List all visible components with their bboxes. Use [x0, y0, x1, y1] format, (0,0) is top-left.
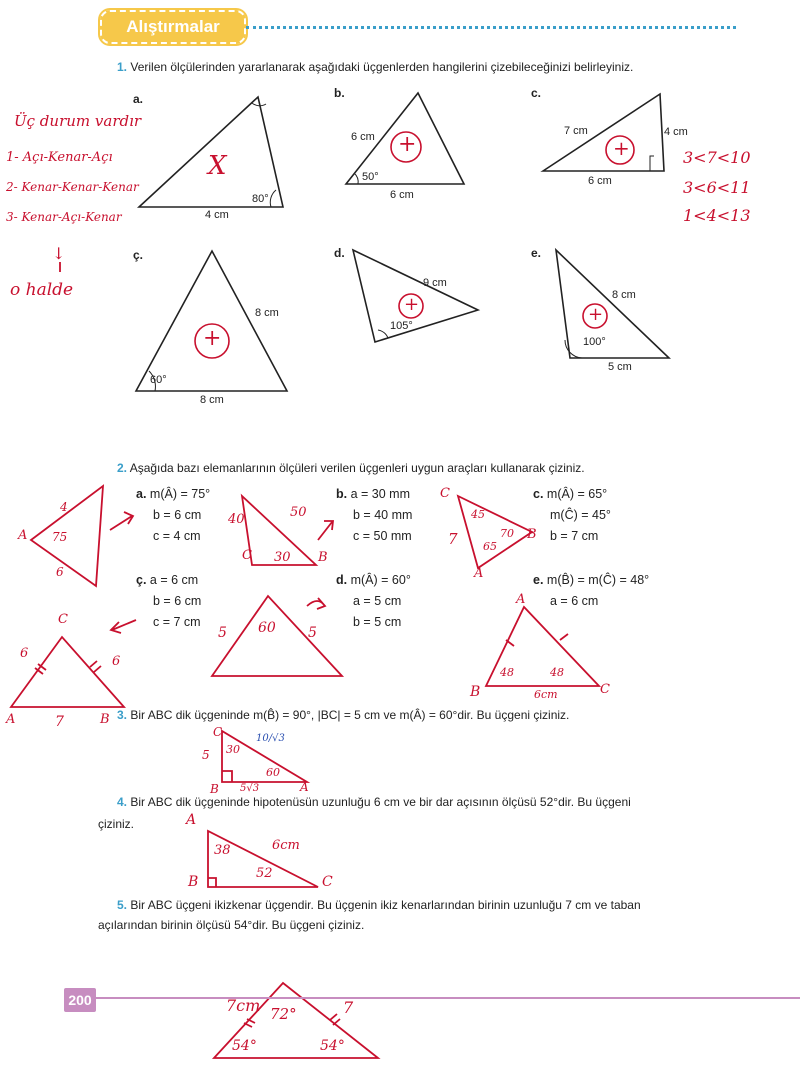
hw-d-s5b: 5 — [308, 625, 317, 641]
hw-q5-s7b: 7 — [343, 998, 354, 1017]
tri-c-side3: 6 cm — [588, 175, 612, 187]
question-number: 3. — [117, 708, 128, 722]
question-3 — [117, 708, 777, 723]
hw-e-B: B — [470, 684, 481, 700]
item-line: c = 50 mm — [353, 529, 412, 543]
hw-cc-A: A — [6, 712, 16, 727]
tri-a-label: a. — [133, 92, 144, 106]
hw-q3-hyp: 10/√3 — [256, 733, 285, 744]
tri-cc-mark: + — [203, 326, 222, 351]
hw-a-c: 4 — [60, 500, 68, 514]
tri-e-mark: + — [588, 304, 604, 325]
inequality-3: 1<4<13 — [683, 206, 751, 225]
item-line: b = 7 cm — [550, 529, 599, 543]
hw-a-angle: 75 — [52, 530, 68, 544]
hw-e-C: C — [600, 682, 610, 697]
section-title: Alıştırmalar — [126, 17, 220, 36]
question-text: Bir ABC üçgeni ikizkenar üçgendir. Bu üçgenin ikiz kenarlarından birinin uzunluğu 7 cm ve taban — [130, 898, 641, 912]
item-line: c = 7 cm — [153, 615, 201, 629]
tri-c-side1: 7 cm — [564, 125, 588, 137]
tri-a-angle: 80° — [252, 193, 269, 205]
tri-b-side1: 6 cm — [351, 131, 375, 143]
question-number: 4. — [117, 795, 128, 809]
hw-q3-B: B — [210, 782, 219, 796]
question-text-cont: çiziniz. — [98, 817, 135, 831]
tri-b-mark: + — [398, 132, 417, 157]
hw-q3-a60: 60 — [266, 766, 280, 779]
item-label: ç. — [136, 573, 147, 587]
tri-d-mark: + — [404, 294, 420, 315]
item-line: m(Â) = 60° — [350, 573, 411, 587]
item-line: a = 6 cm — [550, 594, 599, 608]
hw-cc-s7: 7 — [55, 714, 64, 730]
hw-q4-A: A — [186, 812, 197, 828]
item-line: a = 5 cm — [353, 594, 402, 608]
note-line-5: ↓ — [52, 244, 66, 263]
hw-q4-B: B — [188, 874, 199, 890]
tri-cc-side1: 8 cm — [255, 307, 279, 319]
hw-q5-s7a: 7cm — [226, 996, 261, 1015]
hw-q4-hyp: 6cm — [272, 838, 300, 853]
hw-q3-A: A — [300, 780, 309, 794]
question-number: 2. — [117, 461, 128, 475]
tri-cc-angle: 60° — [150, 374, 167, 386]
item-line: b = 40 mm — [353, 508, 413, 522]
question-4 — [117, 795, 777, 810]
hw-b-s3: 30 — [274, 550, 291, 565]
hw-q3-a30: 30 — [226, 743, 240, 756]
tri-cc-label: ç. — [133, 248, 144, 262]
hw-c-a65: 65 — [483, 540, 497, 553]
q2-item-a — [136, 484, 210, 547]
page-number: 200 — [64, 988, 96, 1012]
tri-e-side1: 8 cm — [612, 289, 636, 301]
hw-q4-a38: 38 — [214, 843, 231, 858]
tri-d-label: d. — [334, 246, 345, 260]
red-circles — [195, 132, 634, 358]
item-line: b = 6 cm — [153, 594, 202, 608]
question-text: Bir ABC dik üçgeninde hipotenüsün uzunluğu 6 cm ve bir dar açısının ölçüsü 52°dir. Bu üçgeni — [130, 795, 631, 809]
item-line: m(B̂) = m(Ĉ) = 48° — [546, 573, 650, 587]
question-5 — [117, 898, 777, 913]
question-text-cont: açılarından birinin ölçüsü 54°dir. Bu üçgeni çiziniz. — [98, 918, 365, 932]
item-label: e. — [533, 573, 544, 587]
q2-item-e — [533, 570, 649, 612]
item-label: d. — [336, 573, 348, 587]
item-line: a = 6 cm — [149, 573, 199, 587]
item-line: m(Â) = 75° — [149, 487, 211, 501]
hw-cc-B: B — [100, 712, 110, 727]
hw-e-a48b: 48 — [550, 666, 564, 679]
tri-b-angle: 50° — [362, 171, 379, 183]
hw-b-s2: 50 — [290, 505, 307, 520]
hw-cc-C: C — [58, 612, 68, 627]
hw-cc-s6b: 6 — [112, 654, 121, 669]
inequality-1: 3<7<10 — [683, 148, 751, 167]
note-line-3: 2- Kenar-Kenar-Kenar — [6, 180, 139, 194]
tri-c-label: c. — [531, 86, 542, 100]
tri-e-side2: 5 cm — [608, 361, 632, 373]
tri-e-angle: 100° — [583, 336, 606, 348]
note-line-2: 1- Açı-Kenar-Açı — [6, 150, 113, 165]
question-2 — [117, 461, 777, 476]
tri-cc-side2: 8 cm — [200, 394, 224, 406]
q2-item-b — [336, 484, 412, 547]
footer-line — [96, 997, 800, 999]
hw-c-s7: 7 — [448, 530, 458, 548]
hw-q3-s5: 5 — [202, 748, 210, 762]
item-line: c = 4 cm — [153, 529, 201, 543]
hw-q4-C: C — [322, 874, 333, 890]
tri-a-side: 4 cm — [205, 209, 229, 221]
question-text: Aşağıda bazı elemanlarının ölçüleri verilen üçgenleri uygun araçları kullanarak çiziniz. — [129, 461, 585, 475]
item-line: b = 6 cm — [153, 508, 202, 522]
hw-c-B: B — [527, 527, 537, 542]
note-line-1: Üç durum vardır — [14, 112, 142, 130]
inequality-2: 3<6<11 — [683, 178, 751, 197]
tri-b-side2: 6 cm — [390, 189, 414, 201]
q2-item-cc — [136, 570, 201, 633]
hw-b-B: B — [318, 550, 328, 565]
hw-q4-a52: 52 — [256, 866, 273, 881]
hw-c-C: C — [440, 486, 450, 501]
question-number: 1. — [117, 60, 128, 74]
hw-e-a48a: 48 — [500, 666, 514, 679]
hw-q3-C: C — [213, 725, 223, 739]
hw-e-A: A — [516, 592, 526, 607]
tri-c-mark: + — [613, 136, 630, 160]
hw-d-s5a: 5 — [218, 625, 227, 641]
item-line: a = 30 mm — [350, 487, 410, 501]
hw-q5-a54a: 54° — [232, 1038, 257, 1054]
handwritten-sketches — [11, 262, 599, 1058]
tri-d-angle: 105° — [390, 320, 413, 332]
hw-q3-base: 5√3 — [240, 783, 260, 794]
hw-a-vertex: A — [18, 528, 28, 543]
hw-cc-s6a: 6 — [20, 646, 29, 661]
triangle-c — [543, 94, 664, 171]
item-label: c. — [533, 487, 544, 501]
item-line: m(Ĉ) = 45° — [550, 508, 611, 522]
tri-c-side2: 4 cm — [664, 126, 688, 138]
hw-a-b: 6 — [56, 565, 64, 579]
triangle-cc — [136, 251, 287, 391]
tri-e-label: e. — [531, 246, 542, 260]
tri-b-label: b. — [334, 86, 345, 100]
question-text: Bir ABC dik üçgeninde m(B̂) = 90°, |BC| = 5 cm ve m(Â) = 60°dir. Bu üçgeni çiziniz. — [130, 708, 570, 722]
item-label: a. — [136, 487, 147, 501]
hw-q5-top: 72° — [270, 1005, 297, 1023]
hw-b-C: C — [242, 548, 252, 563]
note-line-4: 3- Kenar-Açı-Kenar — [6, 210, 122, 224]
question-text: Verilen ölçülerinden yararlanarak aşağıdaki üçgenlerden hangilerini çizebileceğinizi belirleyiniz. — [130, 60, 634, 74]
question-number: 5. — [117, 898, 128, 912]
item-line: m(Â) = 65° — [546, 487, 608, 501]
q2-item-d — [336, 570, 411, 633]
hw-c-A: A — [474, 566, 484, 581]
hw-c-a45: 45 — [471, 508, 485, 521]
hw-d-angle: 60 — [258, 620, 276, 636]
q2-item-c — [533, 484, 611, 547]
item-label: b. — [336, 487, 348, 501]
tri-a-mark: X — [208, 151, 227, 181]
hw-q5-a54b: 54° — [320, 1038, 345, 1054]
hw-e-side: 6cm — [534, 688, 558, 701]
note-line-6: o halde — [10, 280, 74, 300]
tri-d-side: 9 cm — [423, 277, 447, 289]
hw-b-s1: 40 — [228, 512, 245, 527]
item-line: b = 5 cm — [353, 615, 402, 629]
hw-c-a70: 70 — [500, 527, 514, 540]
triangle-e — [556, 250, 669, 358]
